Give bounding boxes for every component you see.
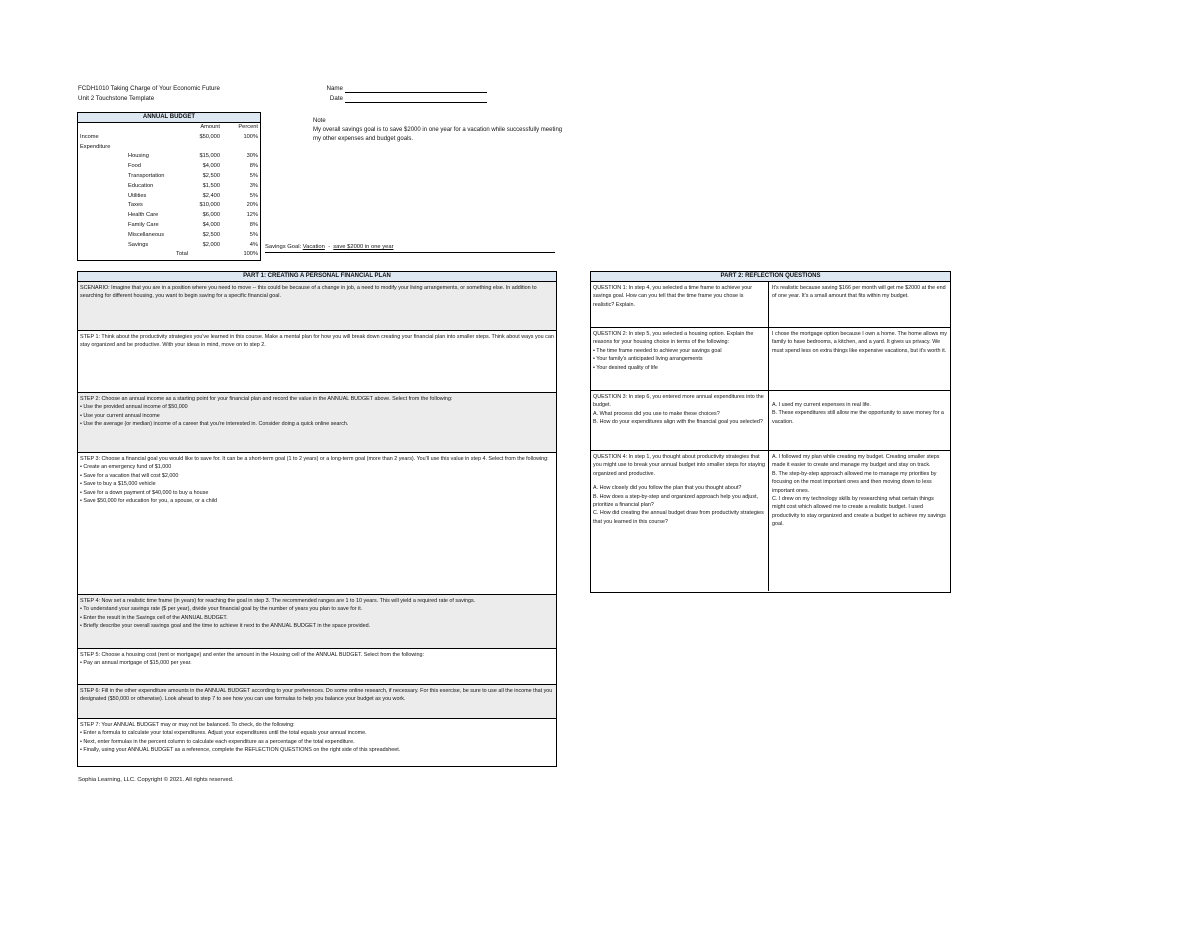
budget-item-percent[interactable]: 8% xyxy=(249,163,258,170)
budget-item-amount[interactable]: $15,000 xyxy=(199,153,220,160)
budget-item-percent[interactable]: 5% xyxy=(249,192,258,199)
part2-title: PART 2: REFLECTION QUESTIONS xyxy=(591,272,950,282)
budget-item-label: Taxes xyxy=(128,202,143,209)
question4-answer[interactable] xyxy=(770,451,950,591)
name-label: Name xyxy=(326,85,343,92)
budget-item-percent[interactable]: 12% xyxy=(246,212,258,219)
question2-item: • Your desired quality of life xyxy=(593,364,766,372)
answer-line[interactable]: B. These expenditures still allow me the opportunity to save money for a vacation. xyxy=(772,410,944,425)
question2-row xyxy=(591,327,950,390)
budget-item-label: Savings xyxy=(128,241,149,248)
income-percent[interactable]: 100% xyxy=(243,133,258,140)
budget-item-row xyxy=(78,241,260,251)
expenditure-row xyxy=(78,143,260,153)
step4-item: • To understand your savings rate ($ per year), divide your financial goal by the number of years you plan to save for it. xyxy=(80,605,554,613)
date-field[interactable] xyxy=(345,96,487,103)
savings-goal-name[interactable]: Vacation xyxy=(302,244,325,250)
budget-item-percent[interactable]: 8% xyxy=(249,221,258,228)
answer-line[interactable]: B. The step-by-step approach allowed me to manage my priorities by focusing on the most important ones and then moving down to less important ones. xyxy=(772,470,937,494)
answer-line[interactable]: A. I used my current expenses in real life. xyxy=(772,402,871,408)
step3-option: • Save $50,000 for education for you, a spouse, or a child xyxy=(80,497,554,505)
step5-section xyxy=(78,648,556,684)
savings-goal-line: Savings Goal: Vacation - save $2000 in one year xyxy=(265,243,555,253)
date-row xyxy=(313,94,487,104)
part1-financial-plan xyxy=(77,271,557,767)
step2-options xyxy=(80,403,554,428)
budget-item-row xyxy=(78,182,260,192)
budget-item-row xyxy=(78,231,260,241)
question2-answer[interactable] xyxy=(770,328,950,390)
budget-item-label: Family Care xyxy=(128,221,159,228)
step3-options xyxy=(80,463,554,505)
question4-part-c: C. How did creating the annual budget draw from productivity strategies that you learned in this course? xyxy=(593,510,764,525)
step1-text: STEP 1: Think about the productivity strategies you've learned in this course. Make a mental plan for how you will break down creating your financial plan into smaller steps. Think about ways you can stay organized and be productive. With your ideas in mind, move on to step 2. xyxy=(80,334,554,349)
note-label: Note xyxy=(313,118,326,124)
annual-budget-table xyxy=(77,112,261,261)
question3-part-b: B. How do your expenditures align with the financial goal you selected? xyxy=(593,419,763,426)
part2-reflection-questions xyxy=(590,271,951,593)
budget-item-row xyxy=(78,201,260,211)
question3-text: QUESTION 3: In step 6, you entered more annual expenditures into the budget. xyxy=(593,394,764,409)
question2-item: • Your family's anticipated living arrangements xyxy=(593,355,766,363)
savings-goal-label: Savings Goal: xyxy=(265,244,302,250)
step4-intro: STEP 4: Now set a realistic time frame (in years) for reaching the goal in step 3. The recommended ranges are 1 to 10 years. This will yield a required rate of savings. xyxy=(80,598,476,604)
header-course-info xyxy=(78,84,220,104)
question3-prompt xyxy=(591,391,769,450)
step7-item: • Enter a formula to calculate your total expenditures. Adjust your expenditures until the total equals your annual income. xyxy=(80,729,554,737)
step7-intro: STEP 7: Your ANNUAL BUDGET may or may not be balanced. To check, do the following: xyxy=(80,722,295,728)
budget-header-row xyxy=(78,123,260,133)
step2-option: • Use the provided annual income of $50,000 xyxy=(80,403,554,411)
course-title: FCDH1010 Taking Charge of Your Economic Future xyxy=(78,85,220,92)
step4-items xyxy=(80,605,554,630)
step2-section xyxy=(78,392,556,452)
budget-item-row xyxy=(78,152,260,162)
answer-line[interactable]: A. I followed my plan while creating my budget. Creating smaller steps made it easier to create and manage my budget and stay on track. xyxy=(772,454,940,469)
budget-item-percent[interactable]: 4% xyxy=(249,241,258,248)
step2-option: • Use your current annual income xyxy=(80,412,554,420)
budget-item-amount[interactable]: $2,500 xyxy=(202,231,220,238)
copyright-footer: Sophia Learning, LLC. Copyright © 2021. All rights reserved. xyxy=(78,777,234,783)
note-text[interactable]: My overall savings goal is to save $2000 in one year for a vacation while successfully meeting my other expenses and budget goals. xyxy=(313,127,563,142)
total-row xyxy=(78,250,260,260)
budget-title: ANNUAL BUDGET xyxy=(78,113,260,123)
budget-item-percent[interactable]: 5% xyxy=(249,172,258,179)
unit-title: Unit 2 Touchstone Template xyxy=(78,95,155,102)
budget-item-amount[interactable]: $1,500 xyxy=(202,182,220,189)
question4-row xyxy=(591,450,950,591)
budget-items xyxy=(78,152,260,250)
question1-row xyxy=(591,282,950,327)
question4-part-a: A. How closely did you follow the plan that you thought about? xyxy=(593,485,742,492)
budget-item-amount[interactable]: $2,500 xyxy=(202,172,220,179)
income-amount[interactable]: $50,000 xyxy=(199,133,220,140)
step2-intro: STEP 2: Choose an annual income as a starting point for your financial plan and record the value in the ANNUAL BUDGET above. Select from the following: xyxy=(80,396,453,402)
budget-item-row xyxy=(78,172,260,182)
step3-intro: STEP 3: Choose a financial goal you would like to save for. It can be a short-term goal (1 to 2 years) or a long-term goal (more than 2 years). You'll use this value in step 4. Select from the following: xyxy=(80,456,549,462)
question4-text: QUESTION 4: In step 1, you thought about productivity strategies that you might use to break your annual budget into smaller steps for staying organized and productive. xyxy=(593,454,765,477)
budget-item-label: Education xyxy=(128,182,154,189)
step2-option: • Use the average (or median) income of a career that you're interested in. Consider doing a quick online search. xyxy=(80,420,554,428)
budget-item-row xyxy=(78,211,260,221)
expenditure-label: Expenditure xyxy=(80,143,111,150)
budget-item-label: Utilities xyxy=(128,192,147,199)
budget-item-percent[interactable]: 20% xyxy=(246,202,258,209)
part1-title: PART 1: CREATING A PERSONAL FINANCIAL PLAN xyxy=(78,272,556,282)
question1-text: QUESTION 1: In step 4, you selected a time frame to achieve your savings goal. How can you tell that the time frame you chose is realistic? Explain. xyxy=(593,285,753,308)
date-label: Date xyxy=(329,95,343,102)
income-row xyxy=(78,133,260,143)
question3-part-a: A. What process did you use to make these choices? xyxy=(593,410,720,417)
budget-item-row xyxy=(78,162,260,172)
question2-item: • The time frame needed to achieve your savings goal xyxy=(593,347,766,355)
budget-item-percent[interactable]: 3% xyxy=(249,182,258,189)
budget-item-label: Food xyxy=(128,163,141,170)
col-percent: Percent xyxy=(238,124,258,130)
total-percent[interactable]: 100% xyxy=(243,251,258,258)
budget-item-label: Transportation xyxy=(128,172,165,179)
step7-item: • Next, enter formulas in the percent column to calculate each expenditure as a percentage of the total expenditure. xyxy=(80,738,554,746)
budget-item-amount[interactable]: $2,400 xyxy=(202,192,220,199)
step3-option: • Create an emergency fund of $1,000 xyxy=(80,463,554,471)
budget-item-amount[interactable]: $2,000 xyxy=(202,241,220,248)
budget-item-row xyxy=(78,192,260,202)
step7-items xyxy=(80,729,554,754)
step7-item: • Finally, using your ANNUAL BUDGET as a reference, complete the REFLECTION QUESTIONS on the right side of this spreadsheet. xyxy=(80,746,554,754)
step3-section xyxy=(78,452,556,594)
question4-prompt xyxy=(591,451,769,591)
name-row xyxy=(313,84,487,94)
budget-item-amount[interactable]: $4,000 xyxy=(202,221,220,228)
step4-item: • Briefly describe your overall savings goal and the time to achieve it next to the ANNUAL BUDGET in the space provided. xyxy=(80,622,554,630)
question3-row xyxy=(591,390,950,450)
col-amount: Amount xyxy=(200,124,220,130)
step3-option: • Save to buy a $15,000 vehicle xyxy=(80,480,554,488)
question4-part-b: B. How does a step-by-step and organized approach help you adjust, prioritize a financial plan? xyxy=(593,493,759,509)
question2-items xyxy=(593,347,766,372)
budget-item-percent[interactable]: 30% xyxy=(246,153,258,160)
answer-line[interactable]: I chose the mortgage option because I own a home. The home allows my family to have bedrooms, a kitchen, and a yard. It gives us privacy. We must spend less on extra things like expensive vacations, but it's worth it. xyxy=(772,331,947,354)
budget-item-label: Health Care xyxy=(128,212,159,219)
budget-item-label: Housing xyxy=(128,153,149,160)
total-label: Total xyxy=(176,251,189,258)
scenario-text: SCENARIO: Imagine that you are in a position where you need to move -- this could be because of a change in job, a need to modify your living arrangements, or something else. In addition to searching for different housing, you want to begin saving for a specific financial goal. xyxy=(80,285,537,300)
budget-item-amount[interactable]: $4,000 xyxy=(202,163,220,170)
income-label: Income xyxy=(80,133,99,140)
answer-line[interactable]: C. I drew on my technology skills by researching what certain things might cost which allowed me to create a realistic budget. I used productivity to stay organized and create a budget to achieve my savings goal. xyxy=(772,496,946,528)
budget-item-label: Miscellaneous xyxy=(128,231,165,238)
step5-items xyxy=(80,659,554,667)
step7-section xyxy=(78,718,556,766)
budget-item-row xyxy=(78,221,260,231)
step5-intro: STEP 5: Choose a housing cost (rent or mortgage) and enter the amount in the Housing cell of the ANNUAL BUDGET. Select from the following: xyxy=(80,652,424,658)
step4-item: • Enter the result in the Savings cell of the ANNUAL BUDGET. xyxy=(80,614,554,622)
scenario-section xyxy=(78,282,556,330)
header-name-date xyxy=(313,84,487,104)
step3-option: • Save for a vacation that will cost $2,000 xyxy=(80,472,554,480)
question2-text: QUESTION 2: In step 5, you selected a housing option. Explain the reasons for your housing choice in terms of the following: xyxy=(593,331,754,346)
step6-text: STEP 6: Fill in the other expenditure amounts in the ANNUAL BUDGET according to your preferences. Do some online research, if necessary. For this exercise, be sure to use all the income that you designated ($50,000 or otherwise). Look ahead to step 7 to see how you can use formulas to help you balance your budget as you work. xyxy=(80,688,553,703)
question1-answer[interactable] xyxy=(770,282,950,327)
question1-prompt xyxy=(591,282,769,327)
step3-option: • Save for a down payment of $40,000 to buy a house xyxy=(80,489,554,497)
answer-line[interactable]: It's realistic because saving $166 per month will get me $2000 at the end of one year. It's a small amount that fits within my budget. xyxy=(772,285,946,300)
budget-note xyxy=(313,117,563,144)
step6-section xyxy=(78,684,556,718)
budget-item-amount[interactable]: $10,000 xyxy=(199,202,220,209)
step5-item: • Pay an annual mortgage of $15,000 per year. xyxy=(80,659,554,667)
step1-section xyxy=(78,330,556,392)
question3-answer[interactable] xyxy=(770,391,950,450)
budget-item-amount[interactable]: $6,000 xyxy=(202,212,220,219)
step4-section xyxy=(78,594,556,648)
name-field[interactable] xyxy=(345,86,487,93)
budget-item-percent[interactable]: 5% xyxy=(249,231,258,238)
savings-goal-detail[interactable]: save $2000 in one year xyxy=(333,244,394,250)
question2-prompt xyxy=(591,328,769,390)
